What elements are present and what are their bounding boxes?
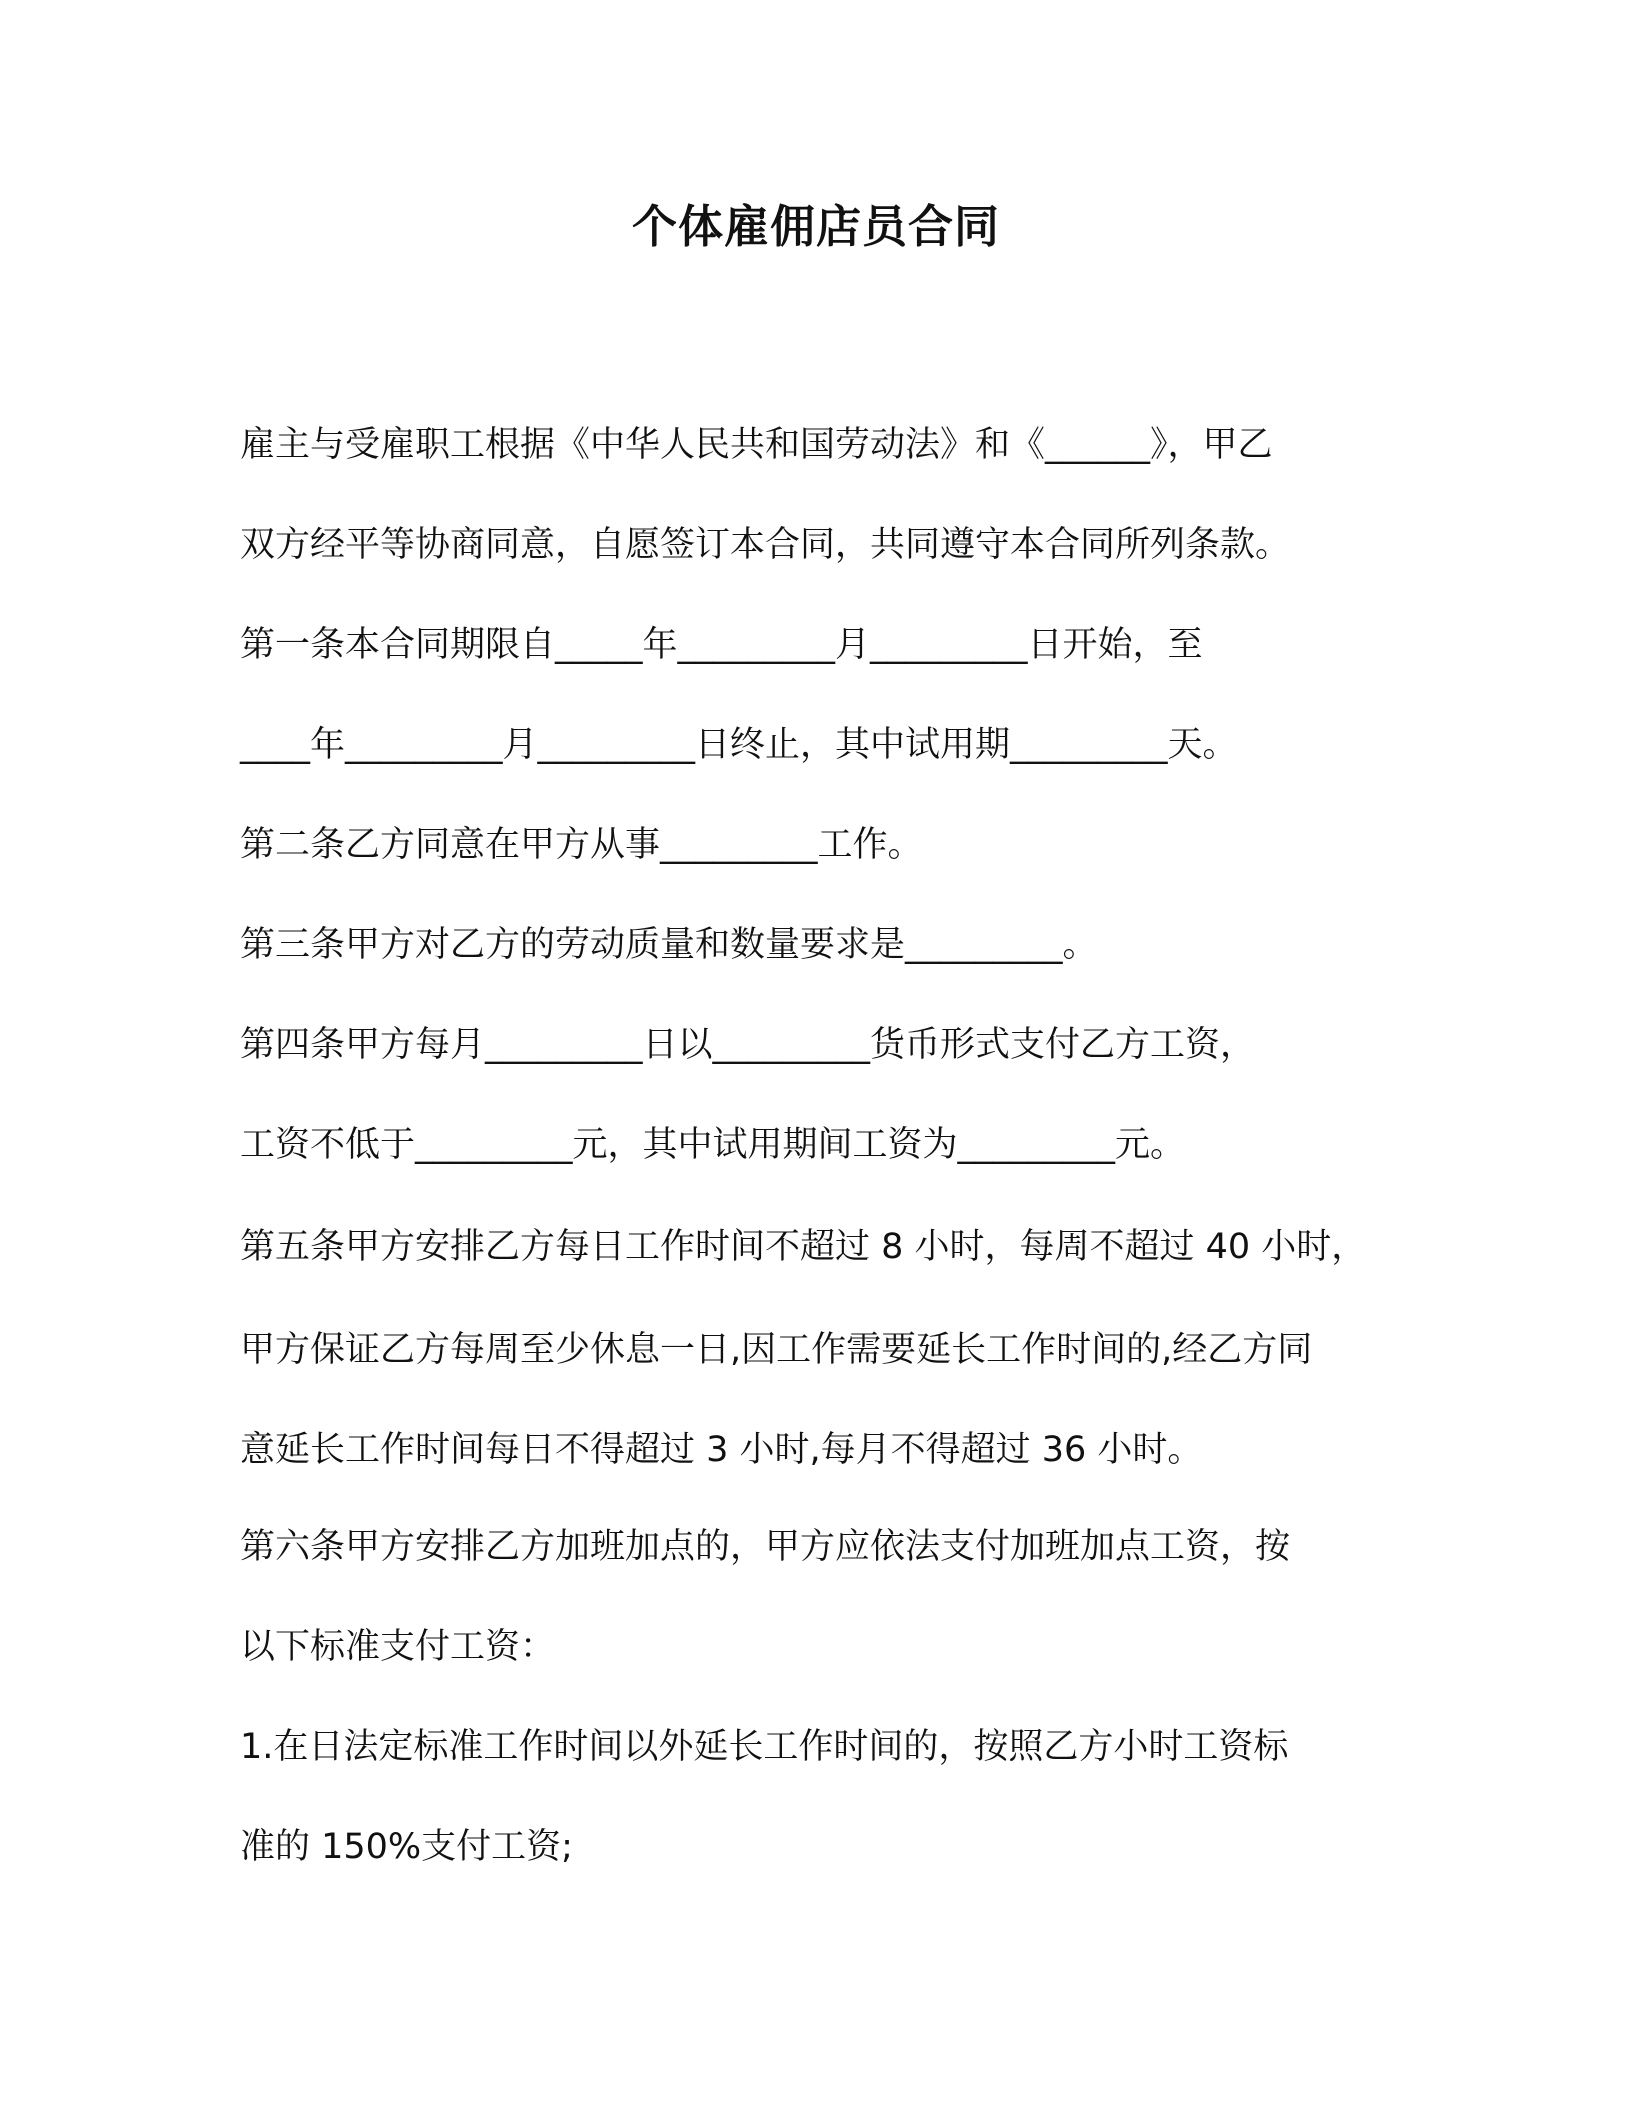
paragraph-line: 第二条乙方同意在甲方从事_________工作。 <box>240 825 923 865</box>
paragraph-line: 第五条甲方安排乙方每日工作时间不超过 8 小时，每周不超过 40 小时， <box>240 1227 1367 1267</box>
paragraph-line: 雇主与受雇职工根据《中华人民共和国劳动法》和《______》，甲乙 <box>240 425 1273 465</box>
paragraph-line: 第三条甲方对乙方的劳动质量和数量要求是_________。 <box>240 925 1098 965</box>
paragraph-line: 第六条甲方安排乙方加班加点的，甲方应依法支付加班加点工资，按 <box>240 1527 1291 1567</box>
paragraph-line: ____年_________月_________日终止，其中试用期_________天。 <box>240 725 1238 765</box>
paragraph-line: 以下标准支付工资： <box>240 1627 556 1667</box>
paragraph-line: 第四条甲方每月_________日以_________货币形式支付乙方工资， <box>240 1025 1256 1065</box>
paragraph-line: 甲方保证乙方每周至少休息一日,因工作需要延长工作时间的,经乙方同 <box>240 1330 1313 1370</box>
paragraph-line: 1.在日法定标准工作时间以外延长工作时间的，按照乙方小时工资标 <box>240 1727 1289 1767</box>
document-title: 个体雇佣店员合同 <box>631 200 1000 253</box>
paragraph-line: 准的 150%支付工资; <box>240 1827 573 1867</box>
paragraph-line: 第一条本合同期限自_____年_________月_________日开始，至 <box>240 625 1203 665</box>
paragraph-line: 工资不低于_________元，其中试用期间工资为_________元。 <box>240 1125 1186 1165</box>
paragraph-line: 意延长工作时间每日不得超过 3 小时,每月不得超过 36 小时。 <box>240 1430 1203 1470</box>
paragraph-line: 双方经平等协商同意，自愿签订本合同，共同遵守本合同所列条款。 <box>240 525 1291 565</box>
